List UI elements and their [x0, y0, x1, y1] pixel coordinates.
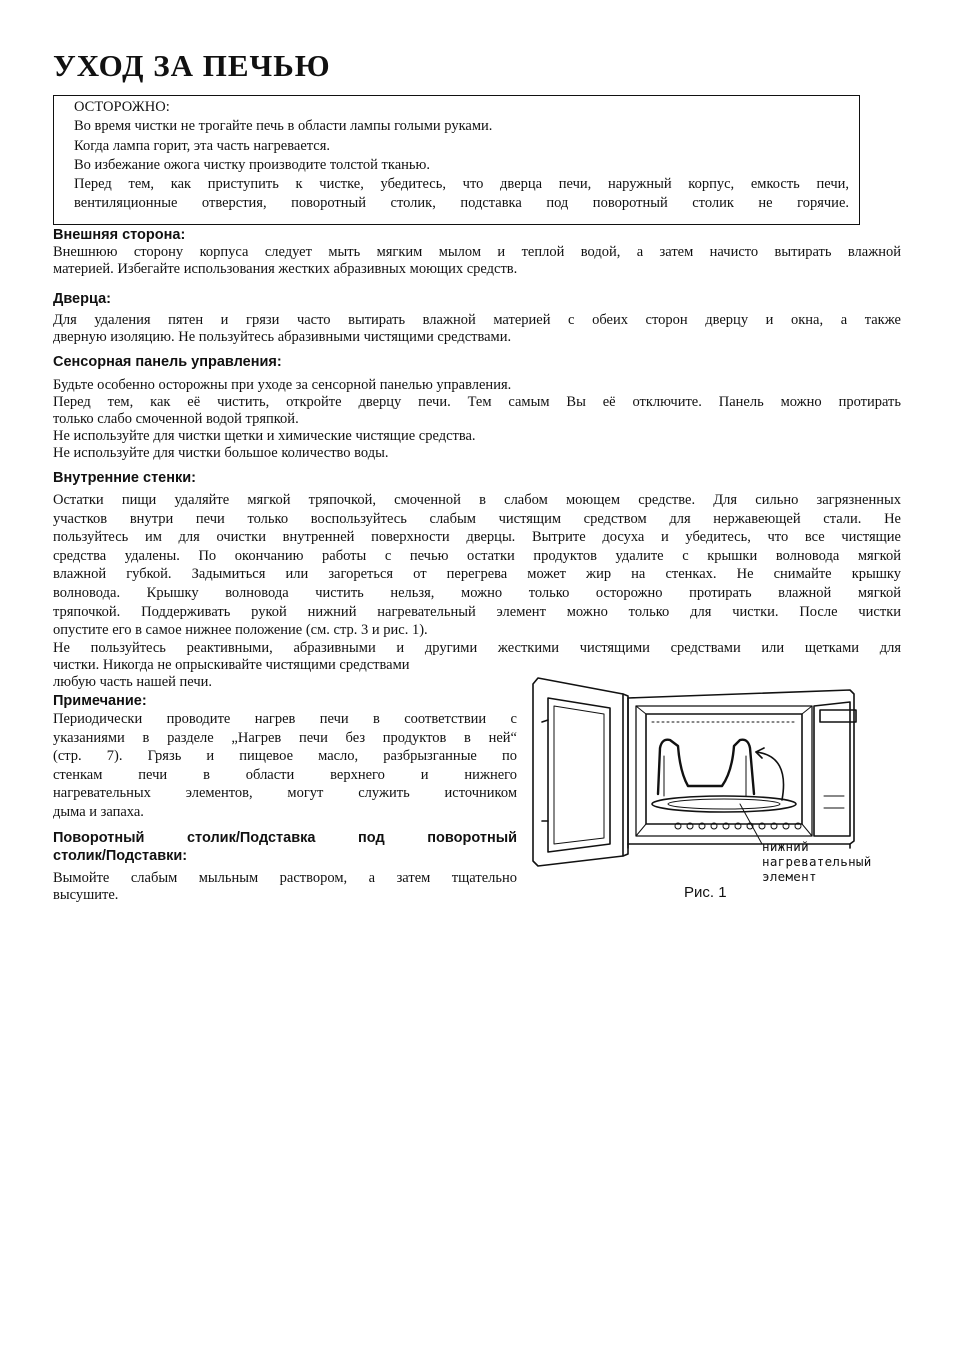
section-interior — [53, 469, 901, 691]
section-turntable — [53, 829, 517, 904]
paragraph-line: средства удалены. По окончанию работы с печью остатки продуктов удалите с крышки волновода мягкой — [53, 547, 901, 564]
section-heading: Примечание: — [53, 693, 147, 709]
paragraph-line: дыма и запаха. — [53, 803, 144, 820]
paragraph-line: стенкам печи в области верхнего и нижнего — [53, 766, 517, 783]
door-window — [548, 698, 610, 852]
section-exterior — [53, 226, 901, 278]
caution-line: Перед тем, как приступить к чистке, убедитесь, что дверца печи, наружный корпус, емкость печи, — [74, 176, 849, 193]
caution-line: Когда лампа горит, эта часть нагревается. — [74, 137, 331, 154]
paragraph-line: материей. Избегайте использования жестких абразивных моющих средств. — [53, 261, 518, 277]
page-title: УХОД ЗА ПЕЧЬЮ — [53, 48, 331, 83]
section-heading: столик/Подставки: — [53, 848, 188, 864]
section-heading: Внешняя сторона: — [53, 227, 186, 243]
paragraph-line: Не используйте для чистки большое количество воды. — [53, 445, 389, 461]
paragraph-line: Перед тем, как её чистить, откройте дверцу печи. Тем самым Вы её отключите. Панель можно протирать — [53, 394, 901, 410]
paragraph-line: высушите. — [53, 887, 119, 903]
heating-element — [658, 740, 754, 794]
paragraph-line: Вымойте слабым мыльным раствором, а затем тщательно — [53, 870, 517, 886]
heating-element-label: нижний нагревательный элемент — [762, 839, 872, 884]
paragraph-line: дверную изоляцию. Не пользуйтесь абразивными чистящими средствами. — [53, 329, 512, 345]
paragraph-line: опустите его в самое нижнее положение (см. стр. 3 и рис. 1). — [53, 622, 428, 639]
paragraph-line: Для удаления пятен и грязи часто вытирать влажной материей с обеих сторон дверцу и окна, а также — [53, 312, 901, 328]
figure-caption: Рис. 1 — [684, 884, 727, 901]
caution-line: Во избежание ожога чистку производите толстой тканью. — [74, 156, 430, 173]
section-note — [53, 692, 517, 822]
caution-line: вентиляционные отверстия, поворотный столик, подставка под поворотный столик не горячие. — [74, 195, 849, 212]
section-heading: Дверца: — [53, 291, 111, 307]
caution-line: Во время чистки не трогайте печь в области лампы голыми руками. — [74, 118, 493, 135]
paragraph-line: чистки. Никогда не опрыскивайте чистящими средствами — [53, 656, 410, 673]
turntable-icon — [652, 796, 796, 812]
paragraph-line: Остатки пищи удаляйте мягкой тряпочкой, смоченной в слабом моющем средстве. Для сильно загрязненных — [53, 492, 901, 508]
caution-box — [53, 95, 860, 225]
section-control-panel — [53, 353, 901, 462]
paragraph-line: пользуйтесь им для очистки внутренней поверхности дверцы. Вытрите досуха и убедитесь, что все чистящие — [53, 529, 901, 546]
section-heading: Поворотный столик/Подставка под поворотный — [53, 830, 517, 846]
section-heading: Внутренние стенки: — [53, 470, 197, 486]
paragraph-line: только слабо смоченной водой тряпкой. — [53, 411, 299, 427]
paragraph-line: Будьте особенно осторожны при уходе за сенсорной панелью управления. — [53, 377, 512, 393]
section-heading: Сенсорная панель управления: — [53, 354, 282, 370]
paragraph-line: тряпочкой. Поддерживать рукой нижний нагревательный элемент можно только для чистки. После чистки — [53, 603, 901, 620]
caution-heading: ОСТОРОЖНО: — [74, 99, 170, 115]
paragraph-line: нагревательных элементов, могут служить источником — [53, 785, 517, 802]
paragraph-line: участков внутри печи только воспользуйтесь слабым чистящим средством для нержавеющей стали. Не — [53, 510, 901, 527]
cavity — [636, 706, 812, 836]
paragraph-line: указаниями в разделе „Нагрев печи без продуктов в ней“ — [53, 729, 517, 746]
paragraph-line: влажной губкой. Задымиться или загореться от перегрева может жир на стенках. Не снимайте крышку — [53, 566, 901, 583]
paragraph-line: любую часть нашей печи. — [53, 673, 213, 690]
paragraph-line: Не пользуйтесь реактивными, абразивными и другими жесткими чистящими средствами или щетками для — [53, 639, 901, 656]
section-door — [53, 290, 901, 346]
paragraph-line: волновода. Крышку волновода чистить нельзя, можно только осторожно протирать влажной мягкой — [53, 584, 901, 601]
paragraph-line: Внешнюю сторону корпуса следует мыть мягким мылом и теплой водой, а затем начисто вытирать влажной — [53, 244, 901, 260]
paragraph-line: Не используйте для чистки щетки и химические чистящие средства. — [53, 428, 476, 444]
paragraph-line: Периодически проводите нагрев печи в соответствии с — [53, 711, 517, 727]
rotation-arrow — [756, 752, 784, 800]
paragraph-line: (стр. 7). Грязь и пищевое масло, разбрызганные по — [53, 748, 517, 765]
